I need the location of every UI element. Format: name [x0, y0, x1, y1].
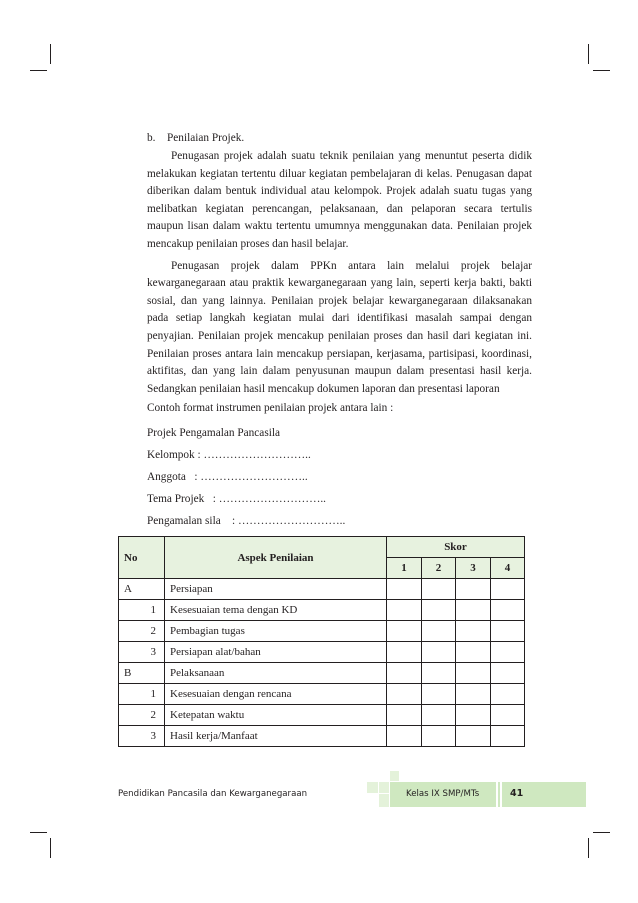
- score-cell: [456, 600, 491, 621]
- form-field-kelompok: [147, 444, 532, 466]
- crop-mark: [593, 832, 610, 833]
- footer-divider: [500, 782, 502, 807]
- score-cell: [491, 726, 525, 747]
- score-cell: [491, 579, 525, 600]
- score-cell: [491, 600, 525, 621]
- row-number: 3: [119, 642, 165, 663]
- crop-mark: [50, 838, 51, 858]
- header-aspek: Aspek Penilaian: [165, 537, 387, 579]
- crop-mark: [588, 44, 589, 64]
- score-cell: [387, 663, 422, 684]
- table-row: [119, 579, 525, 600]
- score-cell: [387, 642, 422, 663]
- row-number: 1: [119, 600, 165, 621]
- score-cell: [456, 579, 491, 600]
- row-number: B: [119, 663, 165, 684]
- form-field-anggota: [147, 466, 532, 488]
- form-field-sila: [147, 510, 532, 532]
- score-cell: [491, 642, 525, 663]
- header-skor-level: 2: [422, 558, 456, 579]
- table-header-row: [119, 537, 525, 558]
- field-dots: ………………………..: [203, 448, 311, 461]
- field-label: Tema Projek: [147, 492, 205, 505]
- intro-line: Contoh format instrumen penilaian projek antara lain :: [147, 402, 394, 415]
- row-number: 2: [119, 705, 165, 726]
- field-sep: :: [204, 492, 219, 505]
- score-cell: [491, 684, 525, 705]
- field-label: Pengamalan sila: [147, 514, 221, 527]
- table-row: [119, 621, 525, 642]
- field-dots: ………………………..: [200, 470, 308, 483]
- section-title: Penilaian Projek.: [167, 132, 245, 144]
- score-cell: [387, 579, 422, 600]
- table-row: [119, 642, 525, 663]
- header-no: No: [119, 537, 165, 579]
- score-cell: [456, 663, 491, 684]
- footer-decor: [367, 782, 378, 793]
- score-cell: [456, 726, 491, 747]
- crop-mark: [588, 838, 589, 858]
- section-heading: [147, 130, 532, 147]
- row-aspect: Pelaksanaan: [165, 663, 387, 684]
- score-cell: [422, 726, 456, 747]
- row-aspect: Kesesuaian tema dengan KD: [165, 600, 387, 621]
- footer-divider: [496, 782, 498, 807]
- project-title: Projek Pengamalan Pancasila: [147, 426, 281, 439]
- field-sep: :: [194, 448, 204, 461]
- score-cell: [422, 684, 456, 705]
- header-skor-level: 4: [491, 558, 525, 579]
- row-aspect: Kesesuaian dengan rencana: [165, 684, 387, 705]
- score-cell: [422, 579, 456, 600]
- row-aspect: Ketepatan waktu: [165, 705, 387, 726]
- table-row: [119, 663, 525, 684]
- footer-book-title: Pendidikan Pancasila dan Kewarganegaraan: [118, 789, 308, 799]
- footer-decor: [390, 771, 399, 781]
- paragraph: Penugasan projek dalam PPKn antara lain melalui projek belajar kewarganegaraan atau praktik kewarganegaraan yang lain, seperti kerja bakti, bakti sosial, dan yang lainnya. Penilaian projek belajar kewarganegaraan dilaksanakan pada setiap langkah kegiatan mulai dari identifikasi masalah sampai dengan penyajian. Penilaian projek mencakup penilaian proses dan hasil dari kegiatan ini. Penilaian proses antara lain mencakup persiapan, kerjasama, partisipasi, koordinasi, aktifitas, dan yang lain dalam penyusunan maupun dalam presentasi hasil kerja. Sedangkan penilaian hasil mencakup dokumen laporan dan presentasi laporan: [147, 259, 532, 395]
- score-cell: [387, 705, 422, 726]
- field-label: Kelompok: [147, 448, 195, 461]
- row-number: A: [119, 579, 165, 600]
- score-cell: [387, 726, 422, 747]
- table-row: [119, 726, 525, 747]
- footer-decor: [379, 782, 389, 793]
- paragraph: Penugasan projek adalah suatu teknik penilaian yang menuntut peserta didik melakukan kegiatan tertentu diluar kegiatan pembelajaran di kelas. Penugasan dapat diberikan dalam bentuk individual atau kelompok. Projek adalah suatu tugas yang melibatkan kegiatan perencangan, pelaksanaan, dan pelaporan secara tertulis maupun lisan dalam waktu tertentu umumnya menggunakan data. Penilaian projek mencakup penilaian proses dan hasil belajar.: [147, 150, 532, 250]
- score-cell: [491, 621, 525, 642]
- score-cell: [422, 600, 456, 621]
- crop-mark: [30, 70, 47, 71]
- row-aspect: Hasil kerja/Manfaat: [165, 726, 387, 747]
- score-cell: [422, 663, 456, 684]
- table-row: [119, 684, 525, 705]
- header-skor: Skor: [387, 537, 525, 558]
- field-dots: ………………………..: [218, 492, 327, 505]
- crop-mark: [50, 44, 51, 64]
- row-aspect: Persiapan alat/bahan: [165, 642, 387, 663]
- row-number: 2: [119, 621, 165, 642]
- body-content: [147, 130, 532, 532]
- score-cell: [422, 642, 456, 663]
- row-aspect: Pembagian tugas: [165, 621, 387, 642]
- field-sep: :: [185, 470, 201, 483]
- score-cell: [387, 684, 422, 705]
- header-skor-level: 3: [456, 558, 491, 579]
- score-cell: [456, 705, 491, 726]
- row-number: 1: [119, 684, 165, 705]
- footer-grade: Kelas IX SMP/MTs: [406, 789, 480, 799]
- row-number: 3: [119, 726, 165, 747]
- crop-mark: [30, 832, 47, 833]
- page-footer: [118, 777, 586, 807]
- form-field-tema: [147, 488, 532, 510]
- score-cell: [422, 705, 456, 726]
- score-cell: [491, 663, 525, 684]
- field-sep: :: [220, 514, 238, 527]
- score-cell: [456, 642, 491, 663]
- score-cell: [456, 684, 491, 705]
- header-skor-level: 1: [387, 558, 422, 579]
- field-dots: ………………………..: [238, 514, 346, 527]
- crop-mark: [593, 70, 610, 71]
- section-letter: b.: [147, 132, 156, 144]
- score-cell: [456, 621, 491, 642]
- score-cell: [387, 600, 422, 621]
- row-aspect: Persiapan: [165, 579, 387, 600]
- page-number: 41: [510, 788, 524, 799]
- score-cell: [422, 621, 456, 642]
- score-cell: [491, 705, 525, 726]
- score-cell: [387, 621, 422, 642]
- assessment-table: [118, 536, 525, 747]
- field-label: Anggota: [147, 470, 186, 483]
- footer-decor: [379, 794, 389, 807]
- table-row: [119, 600, 525, 621]
- table-row: [119, 705, 525, 726]
